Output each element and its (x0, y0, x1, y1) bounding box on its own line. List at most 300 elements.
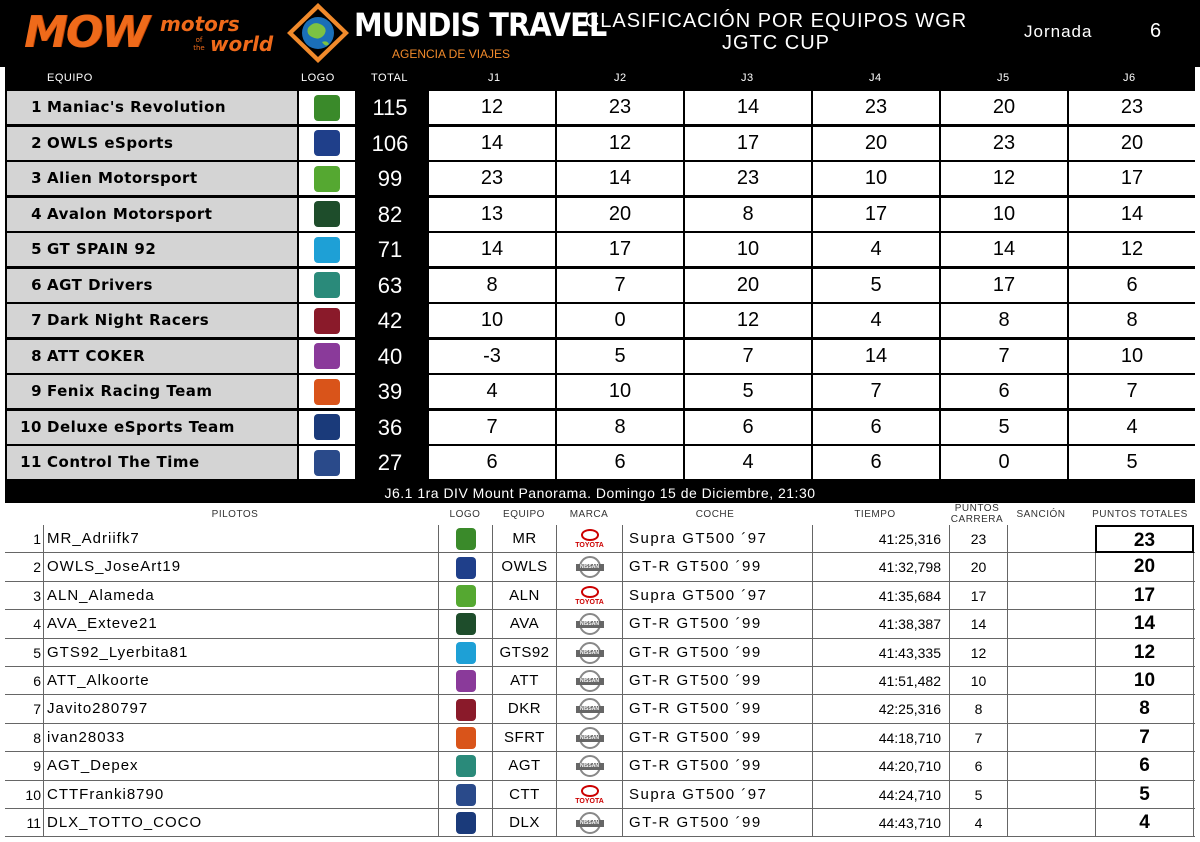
team-total: 27 (377, 450, 403, 475)
header-j6: J6 (1123, 72, 1136, 84)
team-score-j1: 14 (429, 233, 555, 266)
team-position: 11 (20, 453, 42, 471)
team-score-j3: 23 (685, 162, 811, 195)
mow-logo-motors: motors (160, 12, 240, 36)
driver-position: 7 (33, 701, 41, 718)
driver-row (5, 639, 1195, 667)
team-score-j6: 7 (1069, 375, 1195, 408)
driver-position: 9 (33, 758, 41, 775)
team-row (5, 269, 1195, 302)
team-row (5, 91, 1195, 124)
driver-race-points: 14 (949, 610, 1007, 638)
driver-race-points: 4 (949, 809, 1007, 837)
driver-car: GT-R GT500 ´99 (622, 695, 812, 723)
driver-team: DKR (492, 695, 556, 723)
team-score-j5: 8 (941, 304, 1067, 337)
driver-name: DLX_TOTTO_COCO (43, 809, 438, 837)
driver-brand-cell (556, 809, 622, 837)
team-score-j4: 14 (813, 340, 939, 373)
driver-brand-cell (556, 724, 622, 752)
team-position: 3 (31, 169, 42, 187)
race-header-row (5, 503, 1195, 525)
header-tiempo: TIEMPO (854, 509, 896, 520)
team-row (5, 127, 1195, 160)
driver-name: CTTFranki8790 (43, 781, 438, 809)
driver-car: Supra GT500 ´97 (622, 525, 812, 553)
driver-position: 11 (26, 815, 41, 831)
driver-car: GT-R GT500 ´99 (622, 610, 812, 638)
driver-position: 5 (33, 644, 41, 661)
driver-brand-cell (556, 667, 622, 695)
gtspain-logo-icon (314, 237, 340, 263)
driver-race-points: 23 (949, 525, 1007, 553)
team-score-j2: 8 (557, 411, 683, 444)
driver-time: 44:24,710 (812, 781, 949, 809)
team-name: AGT Drivers (47, 275, 153, 294)
toyota-wordmark: TOYOTA (575, 542, 604, 549)
driver-time: 44:43,710 (812, 809, 949, 837)
driver-sanction (1007, 724, 1095, 752)
team-logo-icon (456, 613, 476, 635)
mow-sponsor-logo (24, 7, 274, 58)
team-name: Maniac's Revolution (47, 98, 227, 116)
team-score-j3: 10 (685, 233, 811, 266)
driver-position: 2 (33, 559, 41, 576)
team-score-j1: 12 (429, 91, 555, 124)
team-row (5, 198, 1195, 231)
jornada-label: Jornada (1024, 22, 1093, 41)
toyota-emblem (581, 785, 599, 797)
team-score-j4: 17 (813, 198, 939, 231)
driver-total-points: 5 (1095, 781, 1194, 809)
team-score-j1: 8 (429, 269, 555, 302)
team-score-j5: 23 (941, 127, 1067, 160)
driver-brand-cell (556, 610, 622, 638)
driver-time: 41:32,798 (812, 553, 949, 581)
team-total: 99 (377, 166, 403, 191)
team-score-j4: 6 (813, 446, 939, 479)
driver-brand-cell (556, 752, 622, 780)
team-name: ATT COKER (47, 346, 146, 365)
driver-brand-cell (556, 639, 622, 667)
team-logo-cell (299, 127, 355, 160)
driver-name: GTS92_Lyerbita81 (43, 639, 438, 667)
team-score-j4: 4 (813, 304, 939, 337)
race-title: J6.1 1ra DIV Mount Panorama. Domingo 15 de Diciembre, 21:30 (5, 483, 1195, 503)
team-logo-cell (299, 198, 355, 231)
nissan-wordmark: NISSAN (576, 678, 604, 685)
driver-brand-cell (556, 525, 622, 553)
driver-time: 42:25,316 (812, 695, 949, 723)
team-score-j4: 4 (813, 233, 939, 266)
driver-row (5, 724, 1195, 752)
team-name-cell (7, 233, 297, 266)
team-name-cell (7, 340, 297, 373)
nissan-wordmark: NISSAN (576, 763, 604, 770)
driver-team: GTS92 (492, 639, 556, 667)
team-score-j3: 14 (685, 91, 811, 124)
team-total: 39 (377, 379, 403, 404)
driver-time: 41:38,387 (812, 610, 949, 638)
mundis-travel-subtitle: AGENCIA DE VIAJES (392, 47, 511, 61)
driver-time: 41:25,316 (812, 525, 949, 553)
driver-race-points: 20 (949, 553, 1007, 581)
nissan-logo-icon (576, 727, 604, 749)
alien-logo-icon (314, 166, 340, 192)
team-score-j5: 14 (941, 233, 1067, 266)
team-total: 115 (372, 95, 408, 120)
team-logo-icon (456, 699, 476, 721)
driver-row (5, 781, 1195, 809)
team-score-j5: 7 (941, 340, 1067, 373)
team-score-j1: -3 (429, 340, 555, 373)
driver-name: ivan28033 (43, 724, 438, 752)
driver-position: 4 (33, 616, 41, 633)
team-position: 4 (31, 204, 42, 223)
toyota-emblem (581, 529, 599, 541)
driver-race-points: 10 (949, 667, 1007, 695)
team-score-j4: 23 (813, 91, 939, 124)
driver-race-points: 12 (949, 639, 1007, 667)
header-j3: J3 (741, 72, 754, 84)
mundis-globe-icon (286, 2, 350, 64)
team-score-j6: 6 (1069, 269, 1195, 302)
team-name: Dark Night Racers (47, 311, 210, 329)
driver-car: GT-R GT500 ´99 (622, 553, 812, 581)
driver-brand-cell (556, 695, 622, 723)
header-logo: LOGO (301, 72, 335, 84)
team-score-j3: 20 (685, 269, 811, 302)
driver-sanction (1007, 639, 1095, 667)
driver-car: GT-R GT500 ´99 (622, 667, 812, 695)
driver-total-points: 20 (1095, 553, 1194, 581)
controltime-logo-icon (314, 450, 340, 476)
team-score-j1: 23 (429, 162, 555, 195)
team-logo-cell (299, 340, 355, 373)
team-score-j6: 5 (1069, 446, 1195, 479)
driver-total-points: 12 (1095, 639, 1194, 667)
team-position: 6 (31, 275, 42, 294)
team-score-j4: 20 (813, 127, 939, 160)
driver-car: GT-R GT500 ´99 (622, 639, 812, 667)
driver-position: 3 (33, 587, 41, 604)
page-title-line2: JGTC CUP (722, 32, 830, 54)
team-row (5, 446, 1195, 479)
driver-team-logo-cell (438, 695, 492, 723)
team-score-j3: 5 (685, 375, 811, 408)
team-total: 63 (377, 272, 403, 298)
team-score-j3: 8 (685, 198, 811, 231)
header-puntos-carrera-line2: CARRERA (950, 514, 1004, 525)
driver-team-logo-cell (438, 610, 492, 638)
team-score-j3: 17 (685, 127, 811, 160)
team-name: Deluxe eSports Team (47, 417, 235, 436)
team-score-j2: 23 (557, 91, 683, 124)
header-coche: COCHE (695, 509, 735, 520)
driver-sanction (1007, 582, 1095, 610)
toyota-wordmark: TOYOTA (575, 797, 604, 805)
team-score-j1: 14 (429, 127, 555, 160)
team-score-j6: 20 (1069, 127, 1195, 160)
header-marca: MARCA (569, 509, 609, 520)
header-j5: J5 (997, 72, 1010, 84)
driver-position: 6 (33, 673, 41, 689)
team-row (5, 340, 1195, 373)
team-score-j1: 4 (429, 375, 555, 408)
team-name: GT SPAIN 92 (47, 240, 157, 258)
team-row (5, 233, 1195, 266)
driver-total-points: 6 (1095, 752, 1194, 780)
team-score-j4: 10 (813, 162, 939, 195)
team-logo-cell (299, 446, 355, 479)
team-name-cell (7, 304, 297, 337)
team-logo-cell (299, 375, 355, 408)
team-score-j6: 12 (1069, 233, 1195, 266)
driver-race-points: 6 (949, 752, 1007, 780)
team-score-j2: 12 (557, 127, 683, 160)
team-total: 71 (377, 237, 403, 262)
team-score-j5: 5 (941, 411, 1067, 444)
driver-team: OWLS (492, 553, 556, 581)
team-position: 2 (31, 133, 42, 152)
team-score-j6: 10 (1069, 340, 1195, 373)
team-score-j5: 0 (941, 446, 1067, 479)
mundis-travel-title: MUNDIS TRAVEL (354, 6, 607, 44)
header-pilotos: PILOTOS (211, 509, 259, 520)
driver-time: 44:18,710 (812, 724, 949, 752)
team-score-j1: 6 (429, 446, 555, 479)
team-score-j2: 7 (557, 269, 683, 302)
driver-brand-cell (556, 582, 622, 610)
team-name-cell (7, 127, 297, 160)
race-results-table (5, 525, 1195, 837)
team-logo-cell (299, 162, 355, 195)
team-name-cell (7, 411, 297, 444)
nissan-logo-icon (576, 642, 604, 664)
nissan-logo-icon (576, 670, 604, 692)
driver-brand-cell (556, 553, 622, 581)
driver-row (5, 610, 1195, 638)
team-logo-icon (456, 528, 476, 550)
driver-row (5, 525, 1195, 553)
team-name: Alien Motorsport (47, 169, 198, 187)
driver-team-logo-cell (438, 809, 492, 837)
avalon-logo-icon (314, 201, 340, 227)
agt-logo-icon (314, 272, 340, 298)
team-score-j2: 5 (557, 340, 683, 373)
team-standings-table (5, 67, 1195, 483)
team-total: 40 (377, 343, 403, 369)
team-name-cell (7, 198, 297, 231)
team-total: 82 (377, 201, 403, 227)
driver-name: AGT_Depex (43, 752, 438, 780)
jornada-value: 6 (1150, 20, 1162, 42)
nissan-wordmark: NISSAN (576, 564, 604, 571)
team-logo-icon (456, 670, 476, 692)
header-j4: J4 (869, 72, 882, 84)
driver-team-logo-cell (438, 781, 492, 809)
deluxe-logo-icon (314, 414, 340, 440)
team-logo-cell (299, 269, 355, 302)
team-position: 5 (31, 240, 42, 258)
driver-total-points: 14 (1095, 610, 1194, 638)
team-score-j6: 17 (1069, 162, 1195, 195)
driver-name: ALN_Alameda (43, 582, 438, 610)
team-name: OWLS eSports (47, 133, 174, 152)
driver-team-logo-cell (438, 639, 492, 667)
team-total: 106 (371, 130, 409, 156)
driver-total-points: 8 (1095, 695, 1194, 723)
header-race-equipo: EQUIPO (503, 509, 545, 520)
page-title (556, 10, 996, 54)
team-score-j2: 17 (557, 233, 683, 266)
driver-brand-cell (556, 781, 622, 809)
team-row (5, 375, 1195, 408)
header-puntos-carrera-line1: PUNTOS (954, 503, 1000, 514)
team-name: Avalon Motorsport (47, 204, 213, 223)
driver-team: MR (492, 525, 556, 553)
page-title-line1: CLASIFICACIÓN POR EQUIPOS WGR (584, 10, 968, 32)
driver-sanction (1007, 695, 1095, 723)
team-name: Fenix Racing Team (47, 382, 213, 400)
driver-name: ATT_Alkoorte (43, 667, 438, 695)
driver-position: 1 (33, 531, 41, 547)
driver-sanction (1007, 809, 1095, 837)
nissan-logo-icon (576, 812, 604, 834)
driver-sanction (1007, 667, 1095, 695)
driver-time: 41:43,335 (812, 639, 949, 667)
driver-total-points: 7 (1095, 724, 1194, 752)
driver-sanction (1007, 752, 1095, 780)
team-logo-cell (299, 411, 355, 444)
driver-name: OWLS_JoseArt19 (43, 553, 438, 581)
driver-sanction (1007, 781, 1095, 809)
driver-race-points: 8 (949, 695, 1007, 723)
driver-name: Javito280797 (43, 695, 438, 723)
team-score-j3: 7 (685, 340, 811, 373)
driver-row (5, 667, 1195, 695)
nissan-wordmark: NISSAN (576, 621, 604, 628)
driver-row (5, 553, 1195, 581)
team-score-j2: 14 (557, 162, 683, 195)
driver-team: DLX (492, 809, 556, 837)
driver-total-points: 17 (1095, 582, 1194, 610)
team-score-j2: 0 (557, 304, 683, 337)
toyota-logo-icon (576, 585, 604, 607)
team-name-cell (7, 162, 297, 195)
team-position: 7 (31, 311, 42, 329)
toyota-logo-icon (576, 528, 604, 550)
driver-team: AGT (492, 752, 556, 780)
driver-total-points: 4 (1095, 809, 1194, 837)
team-score-j5: 17 (941, 269, 1067, 302)
team-score-j6: 14 (1069, 198, 1195, 231)
driver-time: 41:35,684 (812, 582, 949, 610)
team-score-j4: 7 (813, 375, 939, 408)
driver-total-points: 23 (1095, 525, 1194, 553)
team-score-j3: 6 (685, 411, 811, 444)
header-j1: J1 (488, 72, 501, 84)
driver-team-logo-cell (438, 582, 492, 610)
team-score-j1: 7 (429, 411, 555, 444)
team-position: 10 (20, 417, 42, 436)
team-logo-icon (456, 642, 476, 664)
header-bar (0, 0, 1200, 67)
driver-row (5, 809, 1195, 837)
toyota-wordmark: TOYOTA (575, 598, 604, 606)
team-logo-icon (456, 755, 476, 777)
team-score-j5: 6 (941, 375, 1067, 408)
toyota-logo-icon (576, 784, 604, 806)
nissan-wordmark: NISSAN (576, 706, 604, 713)
driver-sanction (1007, 610, 1095, 638)
driver-car: Supra GT500 ´97 (622, 582, 812, 610)
driver-total-points: 10 (1095, 667, 1194, 695)
driver-team-logo-cell (438, 525, 492, 553)
team-score-j5: 10 (941, 198, 1067, 231)
header-puntos-carrera (945, 503, 1009, 525)
driver-row (5, 695, 1195, 723)
team-score-j2: 10 (557, 375, 683, 408)
driver-time: 41:51,482 (812, 667, 949, 695)
team-score-j3: 12 (685, 304, 811, 337)
team-score-j5: 12 (941, 162, 1067, 195)
driver-row (5, 582, 1195, 610)
nissan-wordmark: NISSAN (576, 650, 604, 657)
team-score-j2: 6 (557, 446, 683, 479)
driver-name: MR_Adriifk7 (43, 525, 438, 553)
driver-team: SFRT (492, 724, 556, 752)
driver-row (5, 752, 1195, 780)
header-equipo: EQUIPO (47, 72, 93, 84)
header-total: TOTAL (371, 72, 408, 84)
driver-race-points: 5 (949, 781, 1007, 809)
nissan-wordmark: NISSAN (576, 735, 604, 742)
team-logo-icon (456, 557, 476, 579)
team-row (5, 162, 1195, 195)
team-name-cell (7, 375, 297, 408)
team-score-j6: 4 (1069, 411, 1195, 444)
mow-logo-world: world (210, 32, 274, 56)
team-row (5, 411, 1195, 444)
team-logo-icon (456, 784, 476, 806)
team-name-cell (7, 91, 297, 124)
driver-team: ATT (492, 667, 556, 695)
driver-sanction (1007, 553, 1095, 581)
maniacs-logo-icon (314, 95, 340, 121)
mow-logo-word: MOW (24, 7, 148, 58)
attcoker-logo-icon (314, 343, 340, 369)
team-name-cell (7, 446, 297, 479)
darknight-logo-icon (314, 308, 340, 334)
driver-name: AVA_Exteve21 (43, 610, 438, 638)
team-score-j3: 4 (685, 446, 811, 479)
mow-logo-ofthe: of the (193, 36, 205, 52)
driver-team: AVA (492, 610, 556, 638)
team-logo-cell (299, 91, 355, 124)
team-row (5, 304, 1195, 337)
driver-team: CTT (492, 781, 556, 809)
team-name: Control The Time (47, 453, 200, 471)
driver-position: 8 (33, 729, 41, 746)
team-logo-cell (299, 233, 355, 266)
team-position: 8 (31, 346, 42, 365)
team-total: 36 (377, 414, 403, 440)
driver-race-points: 7 (949, 724, 1007, 752)
team-name-cell (7, 269, 297, 302)
driver-position: 10 (25, 786, 41, 803)
driver-team: ALN (492, 582, 556, 610)
